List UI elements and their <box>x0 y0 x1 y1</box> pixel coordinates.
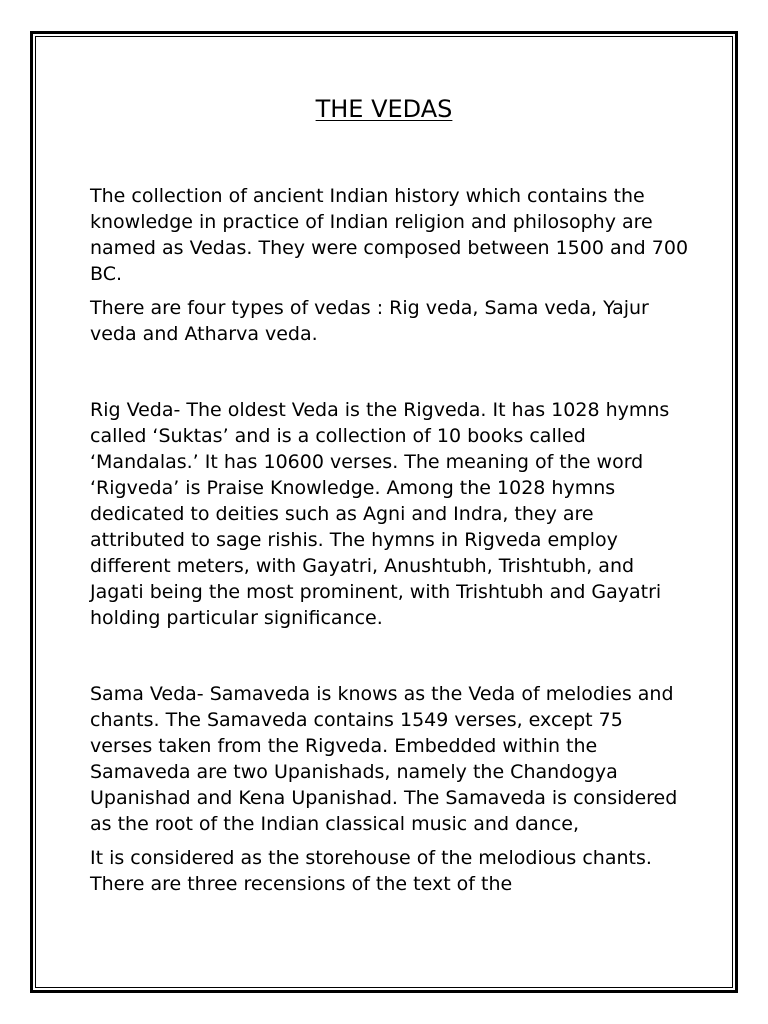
paragraph-intro: The collection of ancient Indian history which contains the knowledge in practice of Indian religion and philosophy are named as Vedas. They were composed between 1500 and 700 BC. <box>90 185 689 285</box>
document-title: THE VEDAS <box>315 95 453 123</box>
paragraph-sama-veda-continued: It is considered as the storehouse of the melodious chants. There are three recensions of the text of the <box>90 847 652 895</box>
paragraph-rig-veda: Rig Veda- The oldest Veda is the Rigveda. It has 1028 hymns called ‘Suktas’ and is a collection of 10 books called ‘Mandalas.’ It has 10600 verses. The meaning of the word ‘Rigveda’ is Praise Knowledge. Among the 1028 hymns dedicated to deities such as Agni and Indra, they are attributed to sage rishis. The hymns in Rigveda employ different meters, with Gayatri, Anushtubh, Trishtubh, and Jagati being the most prominent, with Trishtubh and Gayatri holding particular significance. <box>90 399 670 629</box>
document-body <box>90 183 690 897</box>
paragraph-types: There are four types of vedas : Rig veda, Sama veda, Yajur veda and Atharva veda. <box>90 297 649 345</box>
paragraph-sama-veda: Sama Veda- Samaveda is knows as the Veda of melodies and chants. The Samaveda contains 1549 verses, except 75 verses taken from the Rigveda. Embedded within the Samaveda are two Upanishads, namely the Chandogya Upanishad and Kena Upanishad. The Samaveda is considered as the root of the Indian classical music and dance, <box>90 683 678 835</box>
